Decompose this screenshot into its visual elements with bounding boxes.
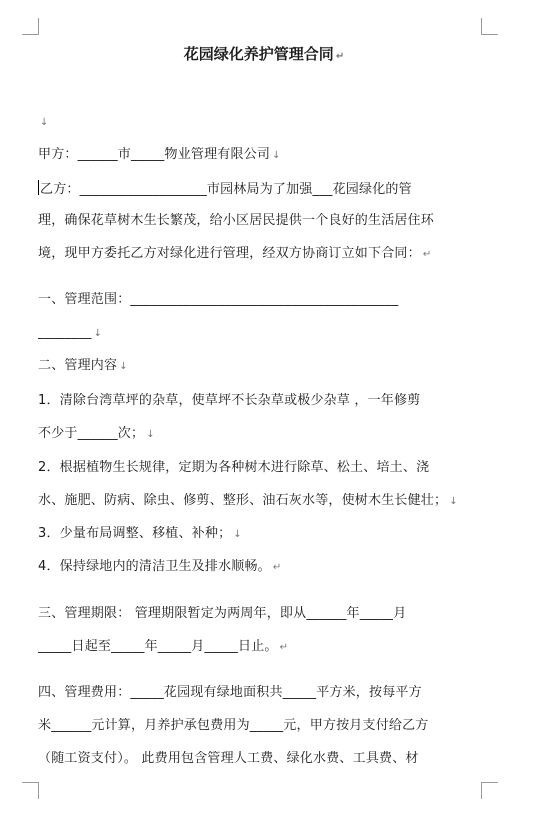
item-2-line-2: 水、施肥、防病、除虫、修剪、整形、油石灰水等，使树木生长健壮； ↓ (38, 493, 458, 508)
section-3-line-1: 三、管理期限： 管理期限暂定为两周年，即从______年_____月 (38, 606, 407, 621)
line-break-mark: ↓ (449, 496, 458, 507)
party-b-line-1: 乙方：___________________市园林局为了加强___花园绿化的管 (40, 182, 412, 197)
party-a-line: 甲方：______市_____物业管理有限公司 ↓ (38, 147, 281, 162)
section-1-line-1: 一、管理范围：________________________________________ (38, 292, 399, 307)
line-break-mark: ↓ (233, 529, 242, 540)
item-4-line: 4．保持绿地内的清洁卫生及排水顺畅。 ↵ (38, 559, 282, 574)
blank-line (38, 114, 490, 131)
item-1-line-2: 不少于______次； ↓ (38, 426, 155, 441)
item-3-line: 3．少量布局调整、移植、补种； ↓ (38, 526, 242, 541)
line-break-mark: ↓ (93, 328, 103, 339)
section-1-line-2: ________ ↓ (38, 325, 103, 340)
paragraph-mark: ↵ (422, 249, 432, 260)
margin-corner-top-right (481, 18, 498, 35)
item-2-line-1: 2．根据植物生长规律，定期为各种树木进行除草、松土、培土、浇 (38, 460, 430, 475)
line-break-mark: ↓ (272, 150, 281, 161)
paragraph-mark: ↵ (335, 51, 345, 62)
line-break-mark: ↓ (146, 429, 155, 440)
margin-corner-top-left (22, 18, 39, 35)
section-2-heading: 二、管理内容 ↓ (38, 358, 128, 373)
section-4-line-1: 四、管理费用：_____花园现有绿地面积共_____平方米，按每平方 (38, 685, 422, 700)
margin-corner-bottom-right (481, 782, 498, 799)
line-break-mark: ↓ (40, 117, 49, 128)
text-cursor (38, 180, 39, 195)
party-b-line-2: 理，确保花草树木生长繁茂，给小区居民提供一个良好的生活居住环 (38, 213, 435, 228)
document-title: 花园绿化养护管理合同 ↵ (183, 45, 345, 63)
section-3-line-2: _____日起至_____年_____月_____日止。 ↵ (38, 639, 289, 654)
line-break-mark: ↓ (119, 361, 128, 372)
party-b-line-3: 境，现甲方委托乙方对绿化进行管理，经双方协商订立如下合同： ↵ (38, 246, 432, 261)
item-1-line-1: 1．清除台湾草坪的杂草，使草坪不长杂草或极少杂草 ，一年修剪 (38, 393, 421, 408)
margin-corner-bottom-left (22, 782, 39, 799)
section-4-line-3: （随工资支付）。 此费用包含管理人工费、绿化水费、工具费、材 (38, 751, 419, 766)
section-4-line-2: 米______元计算，月养护承包费用为_____元，甲方按月支付给乙方 (38, 718, 429, 733)
paragraph-mark: ↵ (279, 642, 289, 653)
paragraph-mark: ↵ (272, 562, 282, 573)
